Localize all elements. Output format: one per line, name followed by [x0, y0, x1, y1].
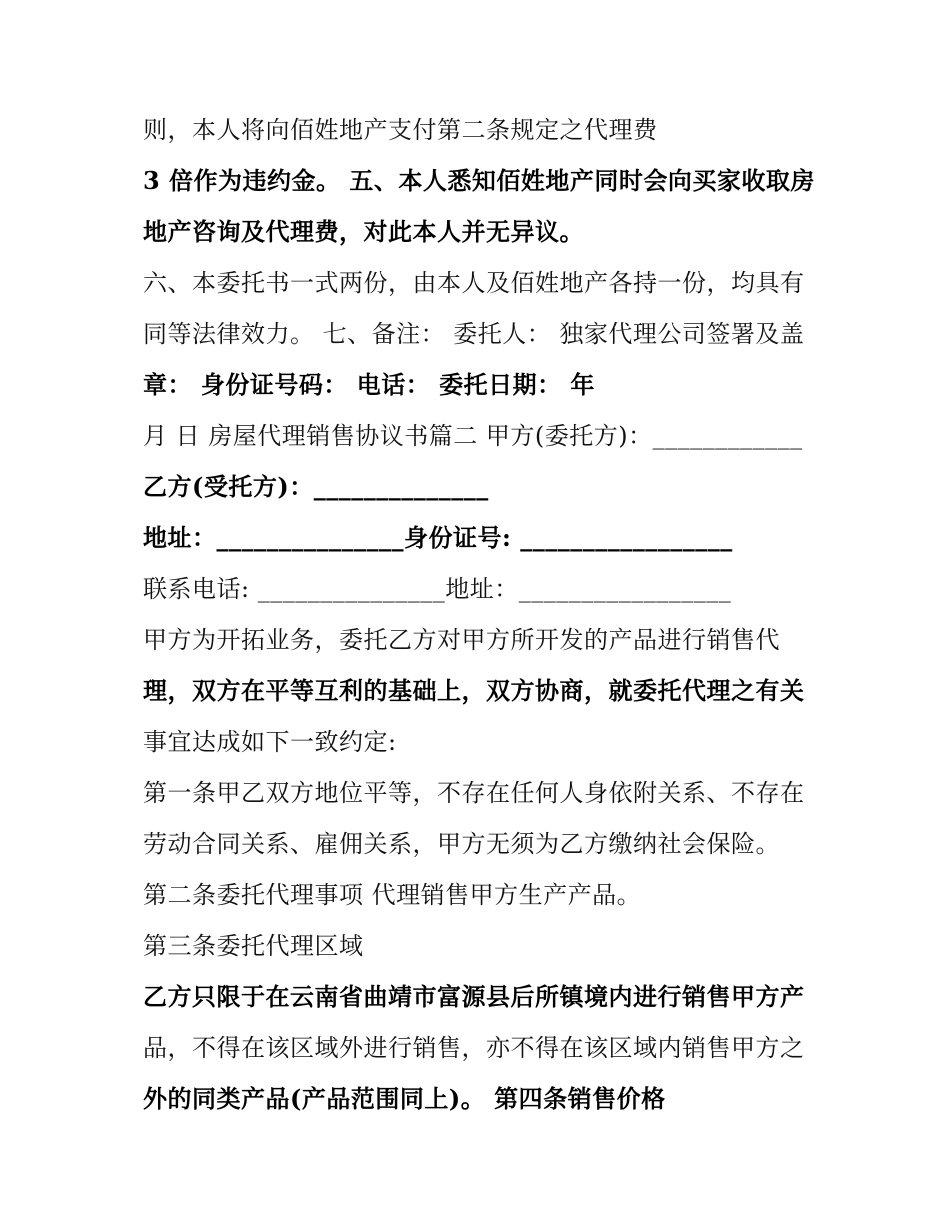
text-line-20: 外的同类产品(产品范围同上)。 第四条销售价格	[143, 1084, 666, 1113]
text-line-6: 章： 身份证号码： 电话： 委托日期： 年	[143, 370, 595, 399]
text-line-4: 六、本委托书一式两份，由本人及佰姓地产各持一份，均具有	[143, 269, 805, 297]
text-line-5: 同等法律效力。 七、备注： 委托人： 独家代理公司签署及盖	[143, 320, 805, 348]
text-line-1: 则，本人将向佰姓地产支付第二条规定之代理费	[143, 116, 658, 144]
text-line-11: 甲方为开拓业务，委托乙方对甲方所开发的产品进行销售代	[143, 626, 780, 654]
text-line-10: 联系电话: _______________地址：_________________	[143, 575, 732, 603]
text-line-9: 地址：_______________身份证号: _________________	[143, 523, 733, 552]
text-line-7: 月 日 房屋代理销售协议书篇二 甲方(委托方)：____________	[143, 422, 803, 450]
text-line-12: 理，双方在平等互利的基础上，双方协商，就委托代理之有关	[143, 676, 805, 705]
text-line-18: 乙方只限于在云南省曲靖市富源县后所镇境内进行销售甲方产	[143, 982, 805, 1011]
text-line-13: 事宜达成如下一致约定:	[143, 728, 397, 756]
text-line-3: 地产咨询及代理费，对此本人并无异议。	[143, 217, 584, 246]
text-line-19: 品，不得在该区域外进行销售，亦不得在该区域内销售甲方之	[143, 1034, 805, 1062]
text-line-16: 第二条委托代理事项 代理销售甲方生产产品。	[143, 881, 642, 909]
text-line-14: 第一条甲乙双方地位平等，不存在任何人身依附关系、不存在	[143, 779, 805, 807]
text-line-15: 劳动合同关系、雇佣关系，甲方无须为乙方缴纳社会保险。	[143, 830, 780, 858]
text-line-8: 乙方(受托方)：______________	[143, 472, 489, 501]
text-line-2: 3 倍作为违约金。 五、本人悉知佰姓地产同时会向买家收取房	[143, 166, 815, 195]
text-line-17: 第三条委托代理区域	[143, 932, 364, 960]
